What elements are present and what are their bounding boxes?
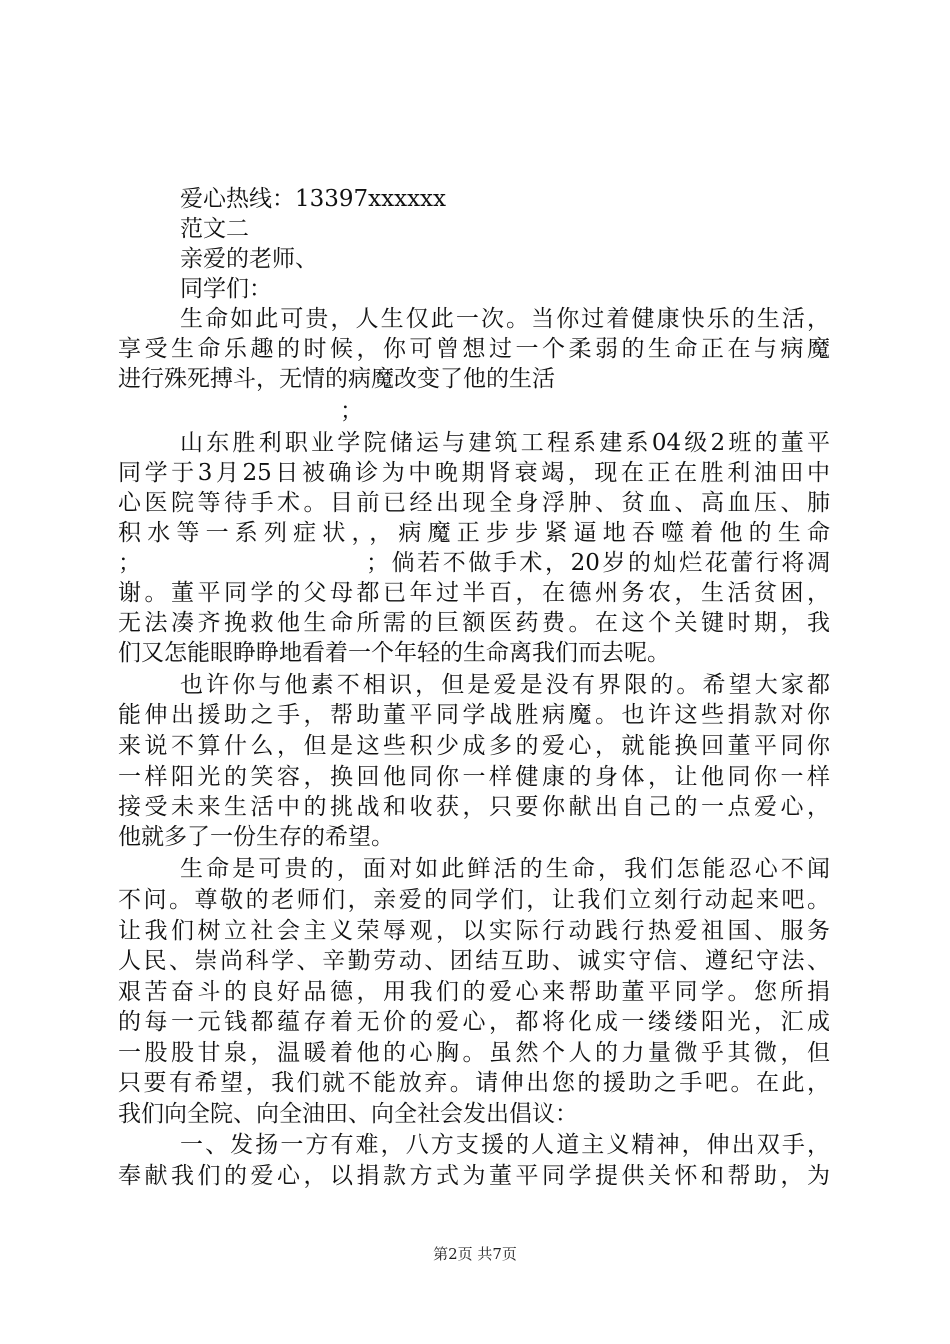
paragraph-line: 一、发扬一方有难，八方支援的人道主义精神，伸出双手， (180, 1132, 830, 1158)
paragraph-line: 他就多了一份生存的希望。 (118, 824, 394, 850)
paragraph-line: 艰苦奋斗的良好品德，用我们的爱心来帮助董平同学。您所捐 (118, 979, 830, 1005)
paragraph-line: 也许你与他素不相识，但是爱是没有界限的。希望大家都 (180, 672, 830, 698)
paragraph-line: ； (118, 550, 141, 576)
paragraph-line: 积水等一系列症状，，病魔正步步紧逼地吞噬着他的生命 (118, 520, 830, 546)
salutation-students: 同学们： (180, 276, 272, 302)
paragraph-line: 一股股甘泉，温暖着他的心胸。虽然个人的力量微乎其微，但 (118, 1040, 830, 1066)
paragraph-line: 生命是可贵的，面对如此鲜活的生命，我们怎能忍心不闻 (180, 856, 830, 882)
paragraph-line: 奉献我们的爱心，以捐款方式为董平同学提供关怀和帮助，为 (118, 1163, 830, 1189)
salutation-teachers: 亲爱的老师、 (180, 246, 318, 272)
page-number: 第2页 共7页 (433, 1245, 517, 1263)
paragraph-line: 心医院等待手术。目前已经出现全身浮肿、贫血、高血压、肺 (118, 490, 830, 516)
paragraph-line: 谢。董平同学的父母都已年过半百，在德州务农，生活贫困， (118, 580, 830, 606)
sample-heading: 范文二 (180, 216, 249, 242)
paragraph-line: 人民、崇尚科学、辛勤劳动、团结互助、诚实守信、遵纪守法、 (118, 948, 830, 974)
paragraph-line: 一样阳光的笑容，换回他同你一样健康的身体，让他同你一样 (118, 764, 830, 790)
paragraph-line: 让我们树立社会主义荣辱观，以实际行动践行热爱祖国、服务 (118, 918, 830, 944)
paragraph-line: ； (340, 398, 363, 424)
paragraph-line: 们又怎能眼睁睁地看着一个年轻的生命离我们而去呢。 (118, 640, 670, 666)
paragraph-line: 进行殊死搏斗，无情的病魔改变了他的生活 (118, 366, 555, 392)
paragraph-line: 山东胜利职业学院储运与建筑工程系建系04级2班的董平 (180, 430, 830, 456)
paragraph-line: 的每一元钱都蕴存着无价的爱心，都将化成一缕缕阳光，汇成 (118, 1009, 830, 1035)
paragraph-line: 能伸出援助之手，帮助董平同学战胜病魔。也许这些捐款对你 (118, 702, 830, 728)
paragraph-line: 接受未来生活中的挑战和收获，只要你献出自己的一点爱心， (118, 794, 830, 820)
paragraph-line: ；倘若不做手术，20岁的灿烂花蕾行将凋 (366, 550, 830, 576)
paragraph-line: 同学于3月25日被确诊为中晚期肾衰竭，现在正在胜利油田中 (118, 460, 830, 486)
paragraph-line: 无法凑齐挽救他生命所需的巨额医药费。在这个关键时期，我 (118, 610, 830, 636)
hotline-line: 爱心热线：13397xxxxxx (180, 186, 446, 212)
paragraph-line: 来说不算什么，但是这些积少成多的爱心，就能换回董平同你 (118, 733, 830, 759)
paragraph-line: 不问。尊敬的老师们，亲爱的同学们，让我们立刻行动起来吧。 (118, 887, 830, 913)
paragraph-line: 我们向全院、向全油田、向全社会发出倡议： (118, 1101, 578, 1127)
paragraph-line: 享受生命乐趣的时候，你可曾想过一个柔弱的生命正在与病魔 (118, 336, 830, 362)
paragraph-line: 生命如此可贵，人生仅此一次。当你过着健康快乐的生活， (180, 306, 830, 332)
paragraph-line: 只要有希望，我们就不能放弃。请伸出您的援助之手吧。在此， (118, 1070, 830, 1096)
